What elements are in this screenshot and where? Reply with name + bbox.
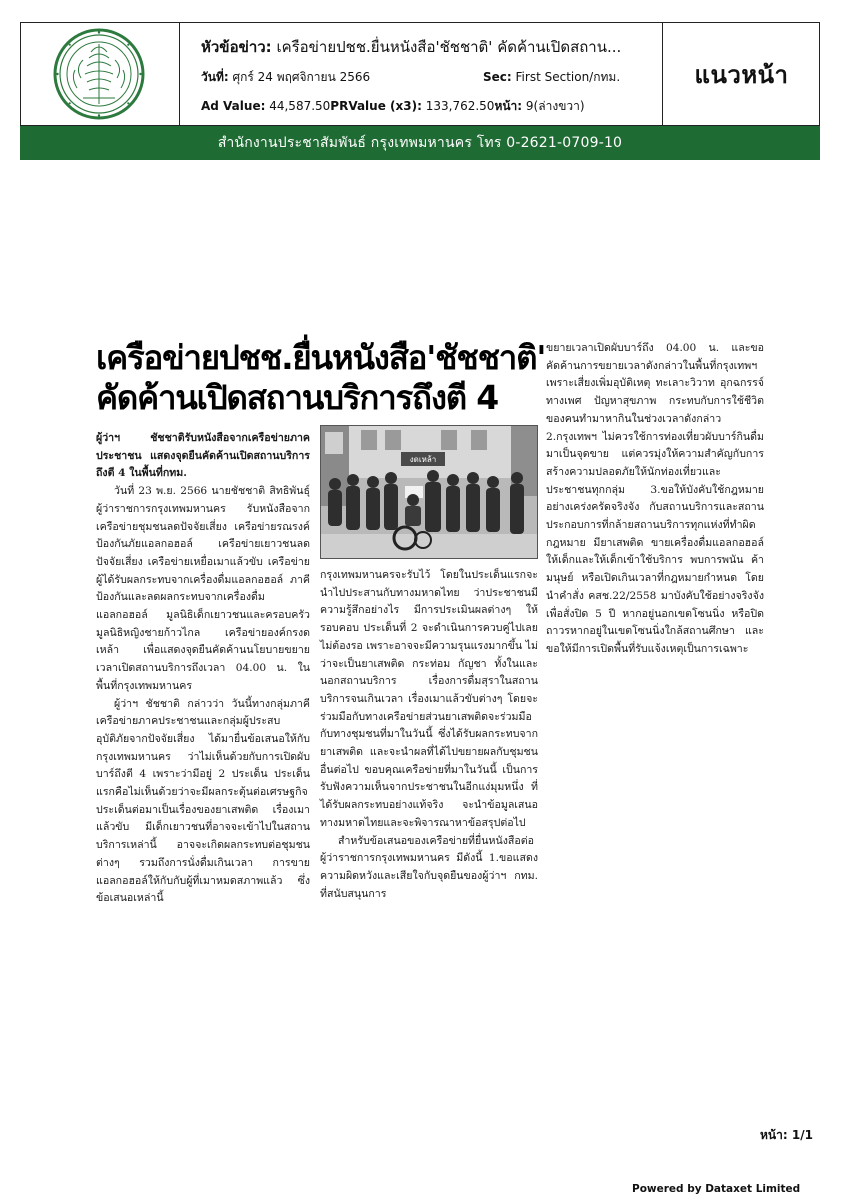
page-number (760, 1126, 813, 1145)
headline-line-1: เครือข่ายปชช.ยื่นหนังสือ'ชัชชาติ' (96, 338, 546, 377)
article-paragraph: วันที่ 23 พ.ย. 2566 นายชัชชาติ สิทธิพันธุ์ ผู้ว่าราชการกรุงเทพมหานคร รับหนังสือจากเครือข่ายชุมชนลดปัจจัยเสี่ยง เครือข่ายรณรงค์ป้องกันภัยแอลกอฮอล์ เครือข่ายเยาวชนลดปัจจัยเสี่ยง เครือข่ายเหยื่อเมาแล้วขับ เครือข่ายผู้ได้รับผลกระทบจากเครื่องดื่มแอลกอฮอล์ ภาคีป้องกันและลดผลกระทบจากเครื่องดื่มแอลกอฮอล์ มูลนิธิเด็กเยาวชนและครอบครัว มูลนิธิหญิงชายก้าวไกล เครือข่ายองค์กรงดเหล้า เพื่อแสดงจุดยืนคัดค้านนโยบายขยายเวลาเปิดสถานบริการถึงเวลา 04.00 น. ในพื้นที่กรุงเทพมหานคร (96, 485, 310, 692)
powered-by: Powered by Dataxet Limited (632, 1183, 801, 1195)
page-label: หน้า: (494, 99, 523, 113)
section-value: First Section/กทม. (515, 70, 621, 84)
newspaper-cell (662, 23, 820, 125)
logo-cell (21, 23, 180, 125)
article-paragraph: สำหรับข้อเสนอของเครือข่ายที่ยื่นหนังสือต่อผู้ว่าราชการกรุงเทพมหานคร มีดังนี้ 1.ขอแสดงความผิดหวังและเสียใจกับจุดยืนของผู้ว่าฯ กทม. ที่สนับสนุนการ (320, 834, 538, 900)
headline-line-2: คัดค้านเปิดสถานบริการถึงตี 4 (96, 378, 499, 417)
value-row (201, 97, 585, 116)
date-value: ศุกร์ 24 พฤศจิกายน 2566 (232, 70, 371, 84)
article-column-1 (96, 430, 310, 908)
article-paragraph: กรุงเทพมหานครจะรับไว้ โดยในประเด็นแรกจะนำไปประสานกับทางมหาดไทย ว่าประชาชนมีความรู้สึกอย่างไร มีการประเมินผลต่างๆ ให้รอบคอบ ประเด็นที่ 2 จะดำเนินการควบคู่ไปเลย ไม่ต้องรอ เพราะอาจจะมีความรุนแรงมากขึ้น ไม่ว่าจะเป็นยาเสพติด กระท่อม กัญชา ทั้งในและนอกสถานบริการ เรื่องการดื่มสุราในสถานบริการจนเกินเวลา เรื่องเมาแล้วขับต่างๆ โดยจะร่วมมือกับทางเครือข่ายส่วนยาเสพติดจะร่วมมือกับทางชุมชนที่มาในวันนี้ ซึ่งได้รับผลกระทบจากยาเสพติด และจะนำผลที่ได้ไปขยายผลกับชุมชนอื่นต่อไป ขอบคุณเครือข่ายที่มาในวันนี้ เป็นการรับฟังความเห็นจากประชาชนในอีกแง่มุมหนึ่ง ที่ได้รับผลกระทบอย่างแท้จริง จะนำข้อมูลเสนอทางมหาดไทยและจะพิจารณาหาข้อสรุปต่อไป (320, 569, 538, 829)
article-paragraph: ขยายเวลาเปิดผับบาร์ถึง 04.00 น. และขอคัดค้านการขยายเวลาดังกล่าวในพื้นที่กรุงเทพฯ เพราะเสี่ยงเพิ่มอุบัติเหตุ ทะเลาะวิวาท อุกฉกรรจ์ทางเพศ ปัญหาสุขภาพ กระทบกับการใช้ชีวิตของคนทำมาหากินในช่วงเวลาดังกล่าว 2.กรุงเทพฯ ไม่ควรใช้การท่องเที่ยวผับบาร์กินดื่มมาเป็นจุดขาย แต่ควรมุ่งให้ความสำคัญกับการสร้างความปลอดภัยให้นักท่องเที่ยวและประชาชนทุกกลุ่ม 3.ขอให้บังคับใช้กฎหมายอย่างเคร่งครัดจริงจัง กับสถานบริการและสถานประกอบการที่กล้ายสถานบริการทุกแห่งที่ทำผิดกฎหมาย มียาเสพติด ขายเครื่องดื่มแอลกอฮอล์ให้เด็กและให้เด็กเข้าใช้บริการ พบการพนัน ค้ามนุษย์ หรือเปิดเกินเวลาที่กฎหมายกำหนด โดยนำคำสั่ง คสช.22/2558 มาบังคับใช้อย่างจริงจังเพื่อสั่งปิด 5 ปี หากอยู่นอกเขตโซนนิ่ง หรือปิดถาวรหากอยู่ในเขตโซนนิ่งใกล้สถานศึกษา และขอให้มีการเปิดพื้นที่รับแจ้งเหตุเป็นการเฉพาะ (546, 342, 764, 655)
article-column-3 (546, 340, 764, 659)
section-row (483, 68, 620, 87)
page-number-value: 1/1 (791, 1128, 813, 1142)
article-paragraph: ผู้ว่าฯ ชัชชาติ กล่าวว่า วันนี้ทางกลุ่มภาคีเครือข่ายภาคประชาชนและกลุ่มผู้ประสบอุบัติภัยจากปัจจัยเสี่ยง ได้มายื่นข้อเสนอให้กับกรุงเทพมหานคร ว่าไม่เห็นด้วยกับการเปิดผับบาร์ถึงตี 4 เพราะว่ามีอยู่ 2 ประเด็น ประเด็นแรกคือไม่เห็นด้วยว่าจะมีผลกระตุ้นต่อเศรษฐกิจ ประเด็นต่อมาเป็นเรื่องของยาเสพติด เรื่องเมาแล้วขับ มีเด็กเยาวชนที่อาจจะเข้าไปในสถานบริการเหล่านี้ อาจจะเกิดผลกระทบต่อชุมชนต่างๆ รวมถึงการนั่งดื่มเกินเวลา การขายแอลกอฮอล์ให้กับกับผู้ที่เมาหมดสภาพแล้ว ซึ่งข้อเสนอเหล่านี้ (96, 697, 310, 905)
photo-scene (321, 426, 537, 558)
date-label: วันที่: (201, 70, 229, 84)
pr-value: 133,762.50 (425, 99, 495, 113)
headline-value: เครือข่ายปชช.ยื่นหนังสือ'ชัชชาติ' คัดค้านเปิดสถาน... (276, 38, 622, 56)
bangkok-seal-logo (53, 28, 145, 120)
pr-office-banner: สำนักงานประชาสัมพันธ์ กรุงเทพมหานคร โทร 0-2621-0709-10 (20, 126, 820, 160)
article-headline (96, 338, 546, 418)
article-column-2 (320, 567, 538, 903)
ad-value-label: Ad Value: (201, 99, 266, 113)
article-lead: ผู้ว่าฯ ชัชชาติรับหนังสือจากเครือข่ายภาคประชาชน แสดงจุดยืนคัดค้านเปิดสถานบริการถึงตี 4 ในพื้นที่กทม. (96, 432, 310, 480)
article-photo (320, 425, 538, 559)
section-label: Sec: (483, 70, 512, 84)
clipping-info (179, 23, 662, 125)
headline-label: หัวข้อข่าว: (201, 38, 272, 56)
newspaper-name: แนวหน้า (694, 60, 789, 89)
page-value: 9(ล่างขวา) (525, 99, 585, 113)
photo-sign-text: งดเหล้า (409, 455, 437, 464)
ad-value: 44,587.50 (269, 99, 331, 113)
page-number-label: หน้า: (760, 1128, 788, 1142)
headline-row (201, 35, 621, 59)
clipping-header (20, 22, 820, 126)
date-row (201, 68, 370, 87)
pr-value-label: PRValue (x3): (330, 99, 422, 113)
